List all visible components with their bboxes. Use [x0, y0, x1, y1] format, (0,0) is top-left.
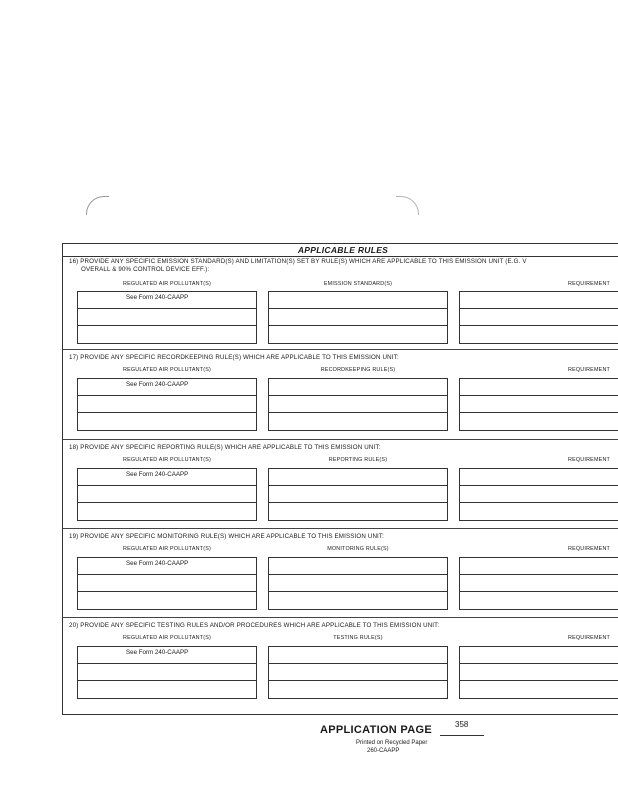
section-divider — [63, 349, 618, 350]
grid-row-divider — [460, 395, 618, 396]
requirement-grid[interactable] — [459, 291, 618, 344]
grid-row-divider — [460, 574, 618, 575]
applicable-rules-form — [62, 243, 618, 715]
pollutant-grid[interactable] — [77, 291, 257, 344]
page-number-underline — [440, 735, 484, 736]
grid-row-divider — [460, 485, 618, 486]
form-code: 260-CAAPP — [367, 748, 400, 754]
pollutant-cell-1: See Form 240-CAAPP — [126, 294, 189, 301]
grid-row-divider — [78, 680, 256, 681]
pollutant-grid[interactable] — [77, 557, 257, 610]
monitoring-grid[interactable] — [268, 557, 448, 610]
section-recordkeeping — [63, 352, 618, 437]
section-divider — [63, 528, 618, 529]
pollutant-grid[interactable] — [77, 468, 257, 521]
column-header-requirement: REQUIREMENT — [568, 281, 611, 287]
grid-row-divider — [269, 502, 447, 503]
question-19: 19) PROVIDE ANY SPECIFIC MONITORING RULE(S) WHICH ARE APPLICABLE TO THIS EMISSION UNIT: — [69, 533, 385, 540]
page-number: 358 — [455, 720, 469, 729]
section-reporting — [63, 442, 618, 527]
grid-row-divider — [269, 485, 447, 486]
reporting-grid[interactable] — [268, 468, 448, 521]
requirement-grid[interactable] — [459, 378, 618, 431]
pollutant-cell-1: See Form 240-CAAPP — [126, 381, 189, 388]
column-header-requirement: REQUIREMENT — [568, 457, 611, 463]
section-monitoring — [63, 531, 618, 616]
grid-row-divider — [78, 574, 256, 575]
column-header-pollutants: REGULATED AIR POLLUTANT(S) — [123, 546, 211, 552]
grid-row-divider — [269, 574, 447, 575]
testing-grid[interactable] — [268, 646, 448, 699]
column-header-testing: TESTING RULE(S) — [333, 635, 383, 641]
grid-row-divider — [78, 502, 256, 503]
column-header-reporting: REPORTING RULE(S) — [328, 457, 388, 463]
form-title: APPLICABLE RULES — [63, 244, 618, 257]
section-divider — [63, 617, 618, 618]
grid-row-divider — [78, 591, 256, 592]
question-20: 20) PROVIDE ANY SPECIFIC TESTING RULES AND/OR PROCEDURES WHICH ARE APPLICABLE TO THIS EMISSION UNIT: — [69, 622, 440, 629]
column-header-recordkeeping: RECORDKEEPING RULE(S) — [320, 367, 396, 373]
grid-row-divider — [269, 680, 447, 681]
application-page-label: APPLICATION PAGE — [320, 724, 432, 736]
pollutant-grid[interactable] — [77, 378, 257, 431]
column-header-standards: EMISSION STANDARD(S) — [323, 281, 393, 287]
grid-row-divider — [460, 591, 618, 592]
question-18: 18) PROVIDE ANY SPECIFIC REPORTING RULE(S) WHICH ARE APPLICABLE TO THIS EMISSION UNIT: — [69, 444, 381, 451]
question-16: 16) PROVIDE ANY SPECIFIC EMISSION STANDARD(S) AND LIMITATION(S) SET BY RULE(S) WHICH ARE APPLICABLE TO THIS EMISSION UNIT (E.G. V — [69, 258, 527, 265]
question-17: 17) PROVIDE ANY SPECIFIC RECORDKEEPING RULE(S) WHICH ARE APPLICABLE TO THIS EMISSION UNIT: — [69, 354, 399, 361]
column-header-requirement: REQUIREMENT — [568, 635, 611, 641]
standards-grid[interactable] — [268, 291, 448, 344]
pollutant-grid[interactable] — [77, 646, 257, 699]
grid-row-divider — [269, 308, 447, 309]
grid-row-divider — [78, 663, 256, 664]
grid-row-divider — [78, 395, 256, 396]
grid-row-divider — [460, 502, 618, 503]
pollutant-cell-1: See Form 240-CAAPP — [126, 649, 189, 656]
grid-row-divider — [78, 308, 256, 309]
column-header-pollutants: REGULATED AIR POLLUTANT(S) — [123, 367, 211, 373]
page-curl-mark-left — [86, 196, 109, 215]
section-divider — [63, 439, 618, 440]
grid-row-divider — [269, 663, 447, 664]
column-header-pollutants: REGULATED AIR POLLUTANT(S) — [123, 281, 211, 287]
section-emission-standards — [63, 256, 618, 346]
grid-row-divider — [460, 663, 618, 664]
grid-row-divider — [269, 395, 447, 396]
grid-row-divider — [78, 485, 256, 486]
pollutant-cell-1: See Form 240-CAAPP — [126, 471, 189, 478]
grid-row-divider — [460, 325, 618, 326]
column-header-requirement: REQUIREMENT — [568, 546, 611, 552]
grid-row-divider — [460, 412, 618, 413]
printed-on-note: Printed on Recycled Paper — [356, 740, 428, 746]
grid-row-divider — [460, 680, 618, 681]
requirement-grid[interactable] — [459, 646, 618, 699]
section-testing — [63, 620, 618, 710]
grid-row-divider — [460, 308, 618, 309]
grid-row-divider — [78, 412, 256, 413]
grid-row-divider — [269, 412, 447, 413]
requirement-grid[interactable] — [459, 557, 618, 610]
question-16-line2: OVERALL & 90% CONTROL DEVICE EFF.): — [81, 266, 210, 273]
grid-row-divider — [269, 325, 447, 326]
requirement-grid[interactable] — [459, 468, 618, 521]
column-header-pollutants: REGULATED AIR POLLUTANT(S) — [123, 635, 211, 641]
grid-row-divider — [78, 325, 256, 326]
pollutant-cell-1: See Form 240-CAAPP — [126, 560, 189, 567]
column-header-pollutants: REGULATED AIR POLLUTANT(S) — [123, 457, 211, 463]
recordkeeping-grid[interactable] — [268, 378, 448, 431]
page-curl-mark-right — [396, 196, 419, 215]
grid-row-divider — [269, 591, 447, 592]
column-header-requirement: REQUIREMENT — [568, 367, 611, 373]
column-header-monitoring: MONITORING RULE(S) — [327, 546, 389, 552]
